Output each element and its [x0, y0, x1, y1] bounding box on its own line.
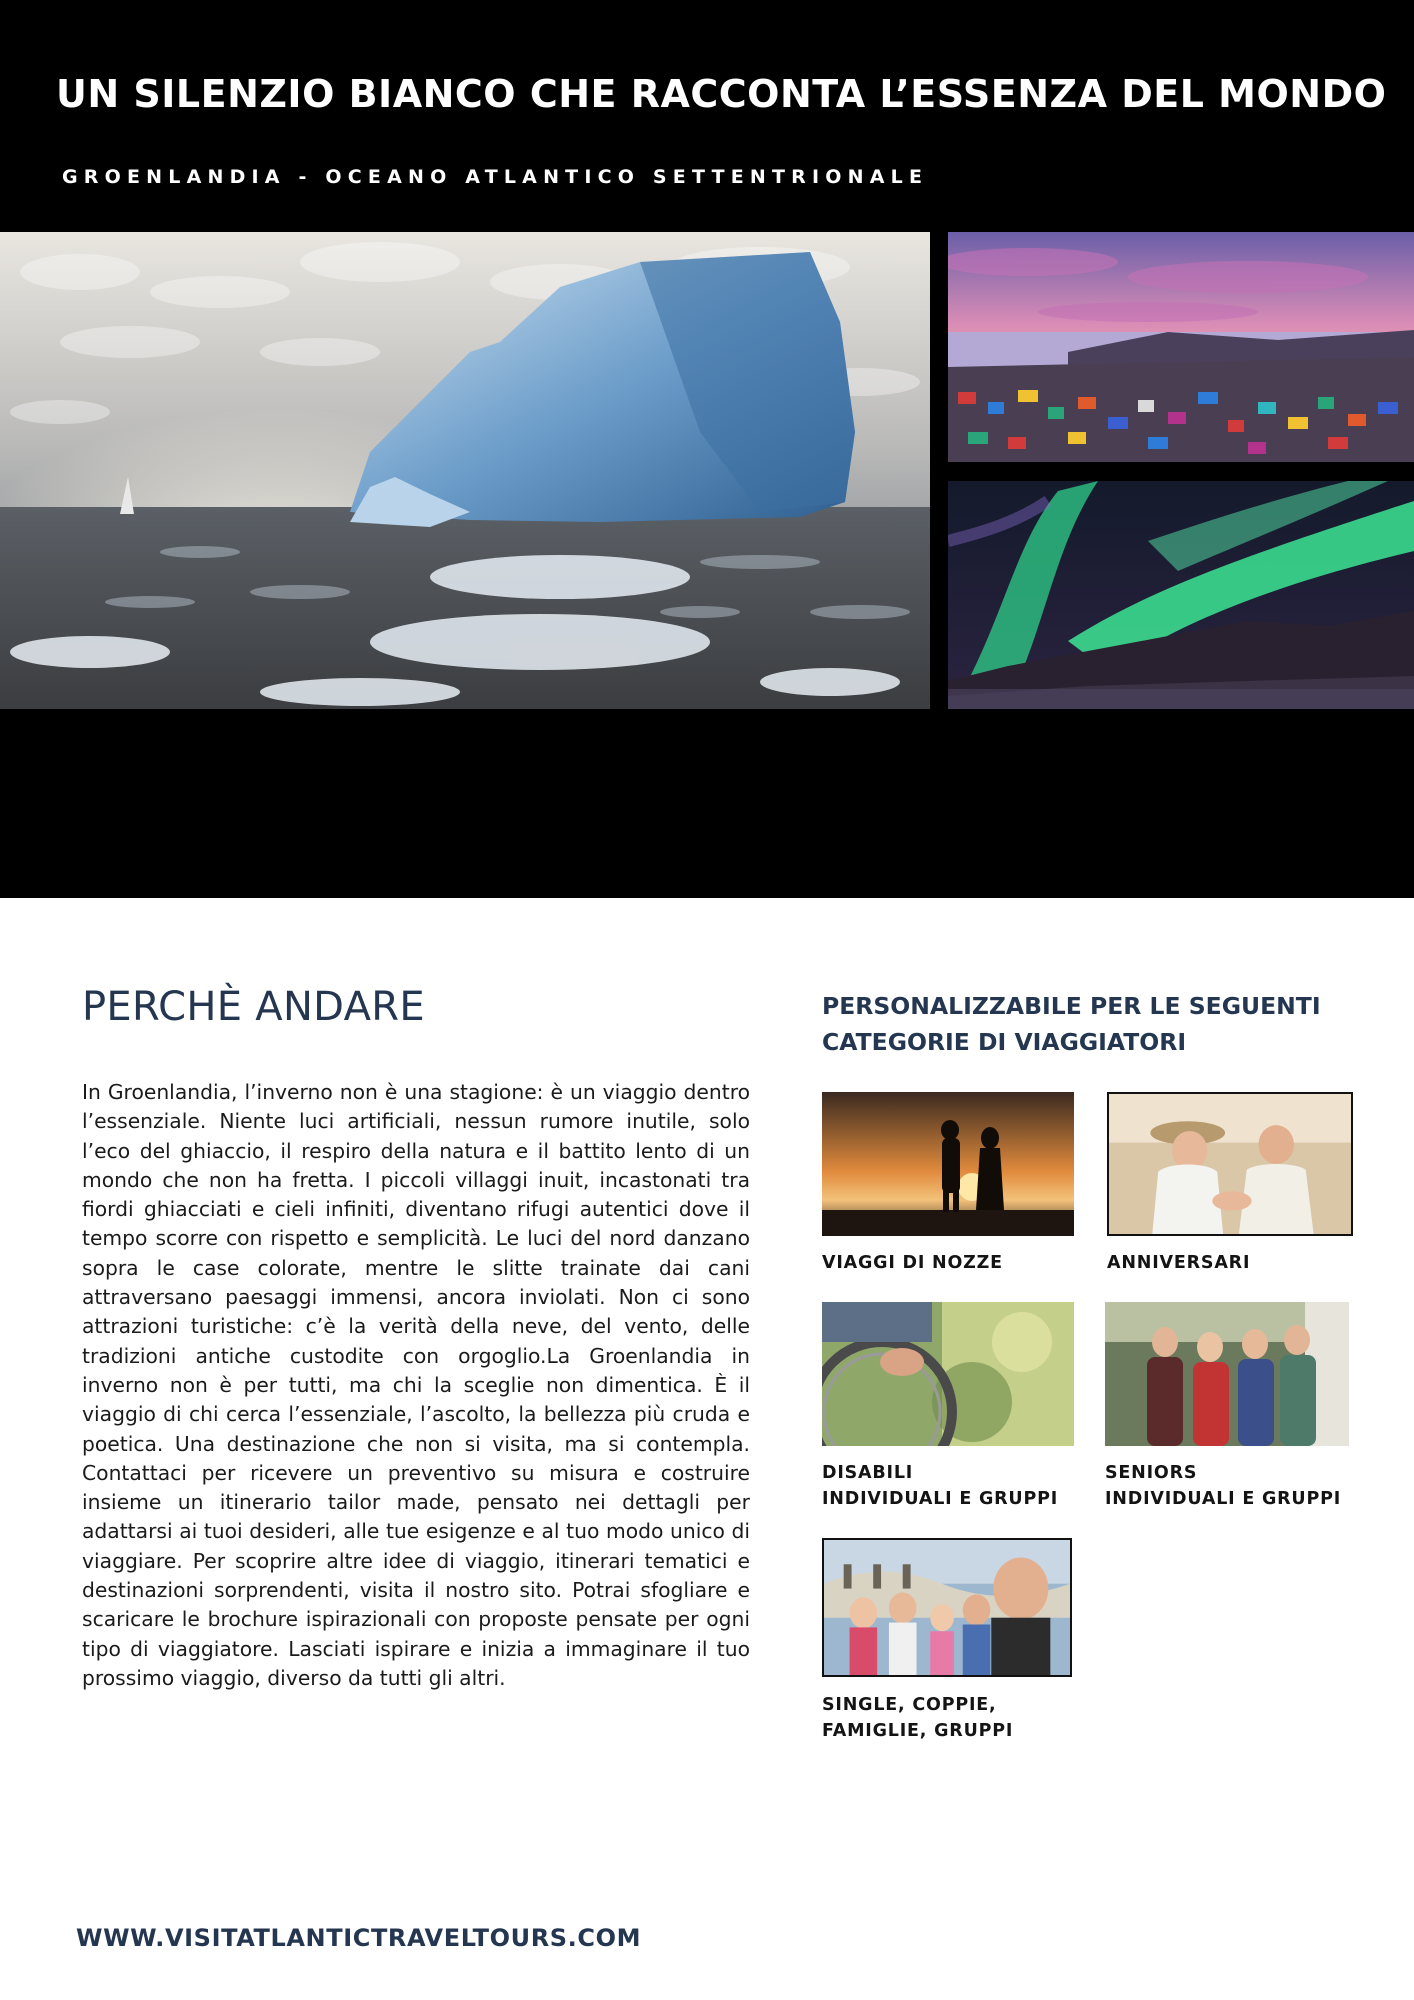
aurora-photo — [948, 481, 1414, 709]
hero-banner — [0, 0, 1414, 898]
category-label-honeymoon: VIAGGI DI NOZZE — [822, 1253, 1003, 1273]
website-link[interactable]: WWW.VISITATLANTICTRAVELTOURS.COM — [76, 1924, 642, 1952]
category-label-anniversary: ANNIVERSARI — [1107, 1253, 1251, 1273]
hero-title: UN SILENZIO BIANCO CHE RACCONTA L’ESSENZA DEL MONDO — [56, 72, 1387, 116]
honeymoon-photo — [822, 1092, 1074, 1236]
families-photo — [822, 1538, 1072, 1677]
why-go-title: PERCHÈ ANDARE — [82, 984, 425, 1030]
categories-title: PERSONALIZZABILE PER LE SEGUENTI CATEGORIE DI VIAGGIATORI — [822, 992, 1321, 1056]
why-go-text: In Groenlandia, l’inverno non è una stagione: è un viaggio dentro l’essenziale. Niente luci artificiali, nessun rumore inutile, solo l’eco del ghiaccio, il respiro della natura e il battito lento di un mondo che non ha fretta. I piccoli villaggi inuit, incastonati tra fiordi ghiacciati e cieli infiniti, diventano rifugi autentici dove il tempo scorre con rispetto e semplicità. Le luci del nord danzano sopra le case colorate, mentre le slitte trainate dai cani attraversano paesaggi immensi, ancora inviolati. Non ci sono attrazioni turistiche: c’è la verità della neve, del vento, delle tradizioni antiche custodite con orgoglio.La Groenlandia in inverno non è per tutti, ma chi la sceglie non dimentica. È il viaggio di chi cerca l’essenziale, l’ascolto, la bellezza più cruda e poetica. Una destinazione che non si visita, ma si contempla. Contattaci per ricevere un preventivo su misura e costruire insieme un itinerario tailor made, pensato nei dettagli per adattarsi ai tuoi desideri, alle tue esigenze e al tuo modo unico di viaggiare. Per scoprire altre idee di viaggio, itinerari tematici e destinazioni sorprendenti, visita il nostro sito. Potrai sfogliare e scaricare le brochure ispirazionali con proposte pensate per ogni tipo di viaggiatore. Lasciati ispirare e inizia a immaginare il tuo prossimo viaggio, diverso da tutti gli altri. — [82, 1080, 750, 1690]
village-photo — [948, 232, 1414, 462]
anniversary-photo — [1107, 1092, 1353, 1236]
category-label-families: SINGLE, COPPIE, FAMIGLIE, GRUPPI — [822, 1695, 1014, 1741]
category-label-seniors: SENIORS INDIVIDUALI E GRUPPI — [1105, 1463, 1342, 1509]
disabled-photo — [822, 1302, 1074, 1446]
hero-subtitle: GROENLANDIA - OCEANO ATLANTICO SETTENTRIONALE — [62, 166, 929, 188]
seniors-photo — [1105, 1302, 1349, 1446]
iceberg-photo — [0, 232, 930, 709]
category-label-disabled: DISABILI INDIVIDUALI E GRUPPI — [822, 1463, 1059, 1509]
